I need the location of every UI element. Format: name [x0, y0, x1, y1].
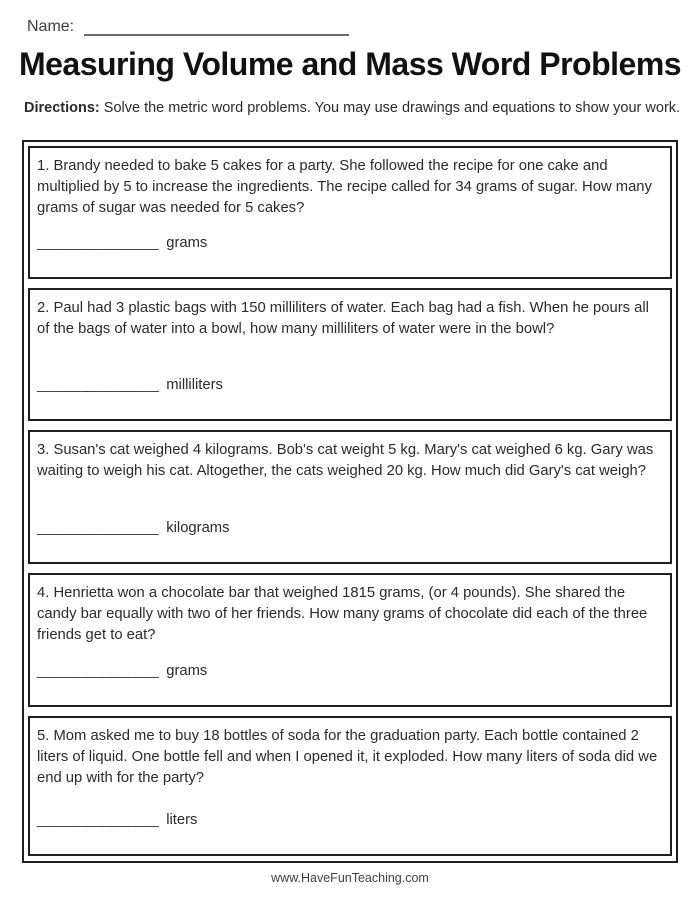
- problem-text-5: 5. Mom asked me to buy 18 bottles of soda for the graduation party. Each bottle contained 2 liters of liquid. One bottle fell and when I opened it, it exploded. How many liters of soda did we end up with for the party?: [37, 728, 658, 786]
- answer-blank-1: ______________: [37, 235, 160, 251]
- answer-unit-1: grams: [166, 235, 208, 251]
- name-row: [27, 18, 349, 36]
- answer-line-4: [37, 663, 207, 679]
- answer-line-1: [37, 235, 207, 251]
- answer-line-2: [37, 377, 223, 393]
- problem-text-1: 1. Brandy needed to bake 5 cakes for a party. She followed the recipe for one cake and multiplied by 5 to increase the ingredients. The recipe called for 34 grams of sugar. How many grams of sugar was needed for 5 cakes?: [37, 158, 652, 216]
- problem-box-4: [28, 573, 672, 707]
- name-blank-line: [84, 18, 349, 36]
- answer-unit-3: kilograms: [166, 520, 230, 536]
- problem-box-1: [28, 146, 672, 279]
- answer-unit-5: liters: [166, 812, 198, 828]
- answer-unit-2: milliliters: [166, 377, 223, 393]
- answer-blank-5: ______________: [37, 812, 160, 828]
- footer-url: www.HaveFunTeaching.com: [271, 871, 429, 885]
- directions-text: Solve the metric word problems. You may use drawings and equations to show your work.: [99, 100, 681, 116]
- name-label: Name:: [27, 18, 75, 35]
- problems-container: [22, 140, 678, 863]
- answer-blank-2: ______________: [37, 377, 160, 393]
- problem-box-2: [28, 288, 672, 421]
- directions-label: Directions:: [24, 100, 100, 116]
- problem-box-5: [28, 716, 672, 856]
- answer-unit-4: grams: [166, 663, 208, 679]
- problem-box-3: [28, 430, 672, 564]
- answer-blank-3: ______________: [37, 520, 160, 536]
- problem-text-2: 2. Paul had 3 plastic bags with 150 milliliters of water. Each bag had a fish. When he pours all of the bags of water into a bowl, how many milliliters of water were in the bowl?: [37, 300, 649, 337]
- answer-line-5: [37, 812, 197, 828]
- answer-blank-4: ______________: [37, 663, 160, 679]
- directions: [24, 100, 680, 116]
- problem-text-3: 3. Susan's cat weighed 4 kilograms. Bob's cat weight 5 kg. Mary's cat weighed 6 kg. Gary was waiting to weigh his cat. Altogether, the cats weighed 20 kg. How much did Gary's cat weigh?: [37, 442, 654, 479]
- page-title: Measuring Volume and Mass Word Problems: [18, 46, 682, 82]
- problem-text-4: 4. Henrietta won a chocolate bar that weighed 1815 grams, (or 4 pounds). She shared the candy bar equally with two of her friends. How many grams of chocolate did each of the three friends get to eat?: [37, 585, 648, 643]
- answer-line-3: [37, 520, 230, 536]
